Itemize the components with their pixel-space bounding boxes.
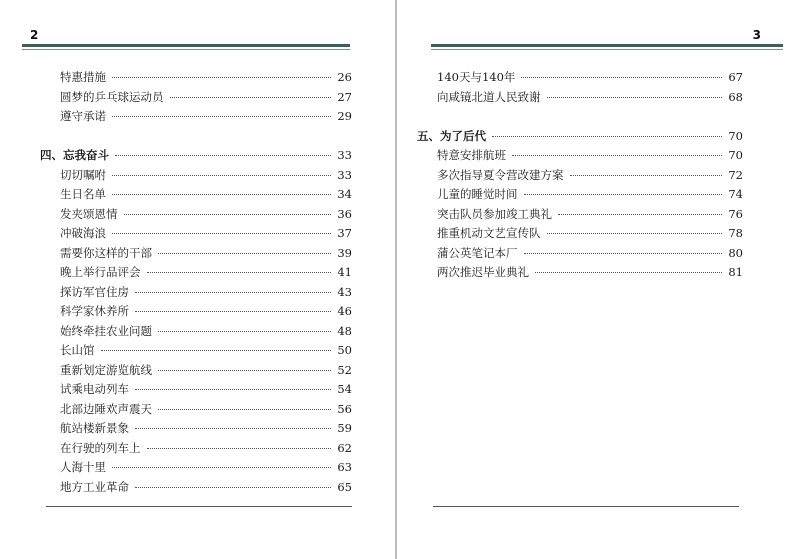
- toc-entry-title: 科学家休养所: [60, 304, 129, 318]
- toc-entry-page-number: 33: [337, 148, 352, 162]
- toc-section-heading: [417, 127, 743, 147]
- toc-entry-page-number: 68: [728, 89, 743, 104]
- toc-spacer: [437, 107, 743, 127]
- toc-entry-page-number: 36: [337, 206, 352, 221]
- toc-entry-title: 在行驶的列车上: [60, 440, 141, 455]
- toc-entry: [60, 68, 352, 88]
- dot-leader: [492, 136, 722, 137]
- dot-leader: [158, 370, 331, 371]
- toc-entry-title: 需要你这样的干部: [60, 245, 152, 260]
- toc-entry: [60, 244, 352, 264]
- toc-entry: [60, 478, 352, 498]
- toc-entry-title: 切切嘱咐: [60, 167, 106, 182]
- toc-entry-title: 向咸镜北道人民致谢: [437, 89, 541, 104]
- dot-leader: [112, 194, 331, 195]
- toc-entry-page-number: 41: [337, 265, 352, 279]
- toc-entry: [437, 166, 743, 186]
- toc-entry-page-number: 39: [337, 245, 352, 260]
- toc-entry-title: 地方工业革命: [60, 479, 129, 494]
- dot-leader: [521, 77, 722, 78]
- toc-entry-page-number: 78: [728, 226, 743, 240]
- dot-leader: [124, 214, 332, 215]
- toc-entry-title: 五、为了后代: [417, 128, 486, 143]
- header-rule-thin: [22, 49, 350, 50]
- toc-entry-title: 特惠措施: [60, 70, 106, 84]
- toc-entry: [60, 224, 352, 244]
- toc-entry-page-number: 67: [728, 70, 743, 84]
- toc-entry: [60, 419, 352, 439]
- toc-entry-title: 试乘电动列车: [60, 382, 129, 396]
- toc-entry-title: 发夹颂恩情: [60, 206, 118, 221]
- toc-entry-title: 长山馆: [60, 343, 95, 357]
- toc-entry-title: 北部边陲欢声震天: [60, 401, 152, 416]
- toc-entry: [437, 146, 743, 166]
- toc-spacer: [60, 127, 352, 147]
- toc-entry: [60, 263, 352, 283]
- toc-entry-page-number: 52: [337, 362, 352, 377]
- dot-leader: [558, 214, 722, 215]
- toc-entry-title: 晚上举行品评会: [60, 265, 141, 279]
- toc-entry: [60, 302, 352, 322]
- toc-entry: [60, 380, 352, 400]
- toc-entry-page-number: 29: [337, 109, 352, 123]
- toc-entry-title: 重新划定游览航线: [60, 362, 152, 377]
- toc-entry-title: 圆梦的乒乓球运动员: [60, 89, 164, 104]
- dot-leader: [112, 467, 331, 468]
- toc-entry: [60, 361, 352, 381]
- toc-entry-title: 四、忘我奋斗: [40, 148, 109, 162]
- toc-entry-page-number: 43: [337, 284, 352, 299]
- toc-section-heading: [40, 146, 352, 166]
- dot-leader: [524, 194, 723, 195]
- toc-entry-page-number: 54: [337, 382, 352, 396]
- toc-entry-title: 航站楼新景象: [60, 421, 129, 435]
- table-of-contents: [40, 68, 352, 497]
- table-of-contents: [417, 68, 743, 283]
- dot-leader: [147, 448, 332, 449]
- toc-entry-page-number: 74: [728, 187, 743, 201]
- header-rule-thick: [431, 44, 783, 47]
- toc-entry-page-number: 37: [337, 226, 352, 240]
- header-rule-thin: [431, 49, 783, 50]
- toc-entry: [437, 88, 743, 108]
- dot-leader: [158, 409, 331, 410]
- header-rule-thick: [22, 44, 350, 47]
- toc-entry-title: 多次指导夏令营改建方案: [437, 167, 564, 182]
- toc-entry: [437, 185, 743, 205]
- toc-entry: [60, 439, 352, 459]
- toc-entry-title: 生日名单: [60, 187, 106, 201]
- page-number: 3: [752, 28, 761, 42]
- toc-entry-page-number: 70: [728, 128, 743, 143]
- toc-entry-page-number: 76: [728, 206, 743, 221]
- toc-entry-page-number: 27: [337, 89, 352, 104]
- toc-entry: [60, 88, 352, 108]
- footer-rule: [433, 506, 739, 507]
- toc-entry-title: 探访军官住房: [60, 284, 129, 299]
- toc-entry: [437, 263, 743, 283]
- toc-entry-page-number: 46: [337, 304, 352, 318]
- toc-entry-page-number: 33: [337, 167, 352, 182]
- toc-entry-title: 特意安排航班: [437, 148, 506, 162]
- toc-entry: [437, 244, 743, 264]
- dot-leader: [112, 116, 331, 117]
- toc-entry: [60, 185, 352, 205]
- toc-entry-page-number: 26: [337, 70, 352, 84]
- toc-entry-page-number: 56: [337, 401, 352, 416]
- dot-leader: [535, 272, 722, 273]
- toc-entry: [60, 400, 352, 420]
- toc-entry: [60, 458, 352, 478]
- toc-entry: [60, 322, 352, 342]
- dot-leader: [147, 272, 332, 273]
- toc-entry-title: 儿童的睡觉时间: [437, 187, 518, 201]
- dot-leader: [101, 350, 332, 351]
- toc-entry-title: 人海十里: [60, 460, 106, 474]
- dot-leader: [524, 253, 723, 254]
- toc-entry: [60, 107, 352, 127]
- toc-entry: [60, 205, 352, 225]
- dot-leader: [112, 77, 331, 78]
- dot-leader: [112, 175, 331, 176]
- toc-entry: [437, 205, 743, 225]
- footer-rule: [46, 506, 352, 507]
- toc-entry-title: 遵守承诺: [60, 109, 106, 123]
- dot-leader: [112, 233, 331, 234]
- toc-entry-title: 推重机动文艺宣传队: [437, 226, 541, 240]
- toc-entry-page-number: 65: [337, 479, 352, 494]
- toc-entry-page-number: 80: [728, 245, 743, 260]
- toc-entry-page-number: 62: [337, 440, 352, 455]
- toc-entry-title: 两次推迟毕业典礼: [437, 265, 529, 279]
- toc-entry-page-number: 50: [337, 343, 352, 357]
- toc-entry: [60, 283, 352, 303]
- toc-entry: [60, 341, 352, 361]
- dot-leader: [135, 428, 331, 429]
- dot-leader: [158, 253, 331, 254]
- toc-entry-page-number: 63: [337, 460, 352, 474]
- dot-leader: [135, 487, 331, 488]
- toc-entry-page-number: 59: [337, 421, 352, 435]
- dot-leader: [135, 389, 331, 390]
- dot-leader: [547, 97, 723, 98]
- toc-entry-page-number: 34: [337, 187, 352, 201]
- dot-leader: [547, 233, 723, 234]
- toc-entry-title: 冲破海浪: [60, 226, 106, 240]
- dot-leader: [570, 175, 723, 176]
- toc-entry: [437, 68, 743, 88]
- toc-entry-page-number: 72: [728, 167, 743, 182]
- dot-leader: [115, 155, 331, 156]
- dot-leader: [135, 311, 331, 312]
- right-page: [397, 0, 787, 559]
- toc-entry-title: 蒲公英笔记本厂: [437, 245, 518, 260]
- dot-leader: [170, 97, 332, 98]
- dot-leader: [158, 331, 331, 332]
- toc-entry-title: 突击队员参加竣工典礼: [437, 206, 552, 221]
- dot-leader: [135, 292, 331, 293]
- toc-entry: [437, 224, 743, 244]
- page-number: 2: [30, 28, 39, 42]
- toc-entry-page-number: 81: [728, 265, 743, 279]
- toc-entry-page-number: 70: [728, 148, 743, 162]
- dot-leader: [512, 155, 722, 156]
- toc-entry-title: 始终牵挂农业问题: [60, 323, 152, 338]
- toc-entry-title: 140天与140年: [437, 70, 516, 84]
- toc-entry: [60, 166, 352, 186]
- toc-entry-page-number: 48: [337, 323, 352, 338]
